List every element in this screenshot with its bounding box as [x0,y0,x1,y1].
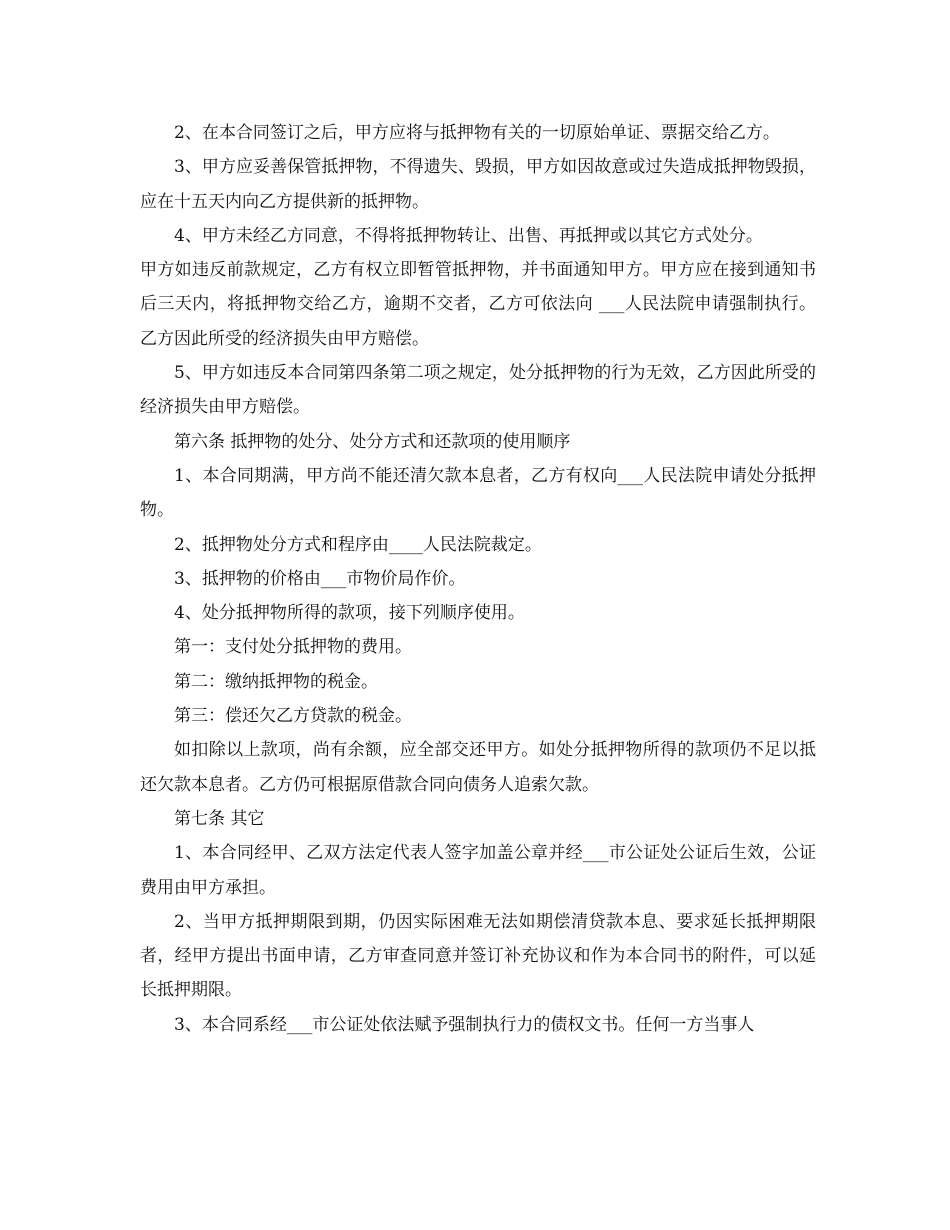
paragraph-article-6-item-2: 2、抵押物处分方式和程序由____人民法院裁定。 [174,534,542,555]
list-item-first: 第一：支付处分抵押物的费用。 [174,637,412,658]
paragraph-article-7-item-3: 3、本合同系经___市公证处依法赋予强制执行力的债权文书。任何一方当事人 [174,1014,755,1035]
document-body [140,116,816,1042]
list-item-second: 第二：缴纳抵押物的税金。 [174,671,378,692]
paragraph-clause-3: 3、甲方应妥善保管抵押物，不得遗失、毁损，甲方如因故意或过失造成抵押物毁损，应在十五天内向乙方提供新的抵押物。 [140,157,816,212]
paragraph-clause-2: 2、在本合同签订之后，甲方应将与抵押物有关的一切原始单证、票据交给乙方。 [174,123,780,143]
paragraph-article-7-item-1: 1、本合同经甲、乙双方法定代表人签字加盖公章并经___市公证处公证后生效，公证费用由甲方承担。 [140,843,816,898]
section-heading-article-7: 第七条 其它 [174,808,265,829]
paragraph-article-6-item-3: 3、抵押物的价格由___市物价局作价。 [174,568,466,589]
paragraph-clause-5: 5、甲方如违反本合同第四条第二项之规定，处分抵押物的行为无效，乙方因此所受的经济损失由甲方赔偿。 [140,363,816,418]
paragraph-article-6-item-4: 4、处分抵押物所得的款项，接下列顺序使用。 [174,603,525,624]
paragraph-clause-4: 4、甲方未经乙方同意，不得将抵押物转让、出售、再抵押或以其它方式处分。 [174,225,763,246]
paragraph-remainder: 如扣除以上款项，尚有余额，应全部交还甲方。如处分抵押物所得的款项仍不足以抵还欠款本息者。乙方仍可根据原借款合同向债务人追索欠款。 [140,740,816,795]
paragraph-article-7-item-2: 2、当甲方抵押期限到期，仍因实际困难无法如期偿清贷款本息、要求延长抵押期限者，经甲方提出书面申请，乙方审查同意并签订补充协议和作为本合同书的附件，可以延长抵押期限。 [140,911,816,1001]
list-item-third: 第三：偿还欠乙方贷款的税金。 [174,706,412,727]
paragraph-clause-4-continued: 甲方如违反前款规定，乙方有权立即暂管抵押物，并书面通知甲方。甲方应在接到通知书后三天内，将抵押物交给乙方，逾期不交者，乙方可依法向 ___人民法院申请强制执行。乙方因此所受的经济损失由甲方赔偿。 [140,260,816,349]
paragraph-article-6-item-1: 1、本合同期满，甲方尚不能还清欠款本息者，乙方有权向___人民法院申请处分抵押物。 [140,465,816,521]
section-heading-article-6: 第六条 抵押物的处分、处分方式和还款项的使用顺序 [174,431,571,452]
